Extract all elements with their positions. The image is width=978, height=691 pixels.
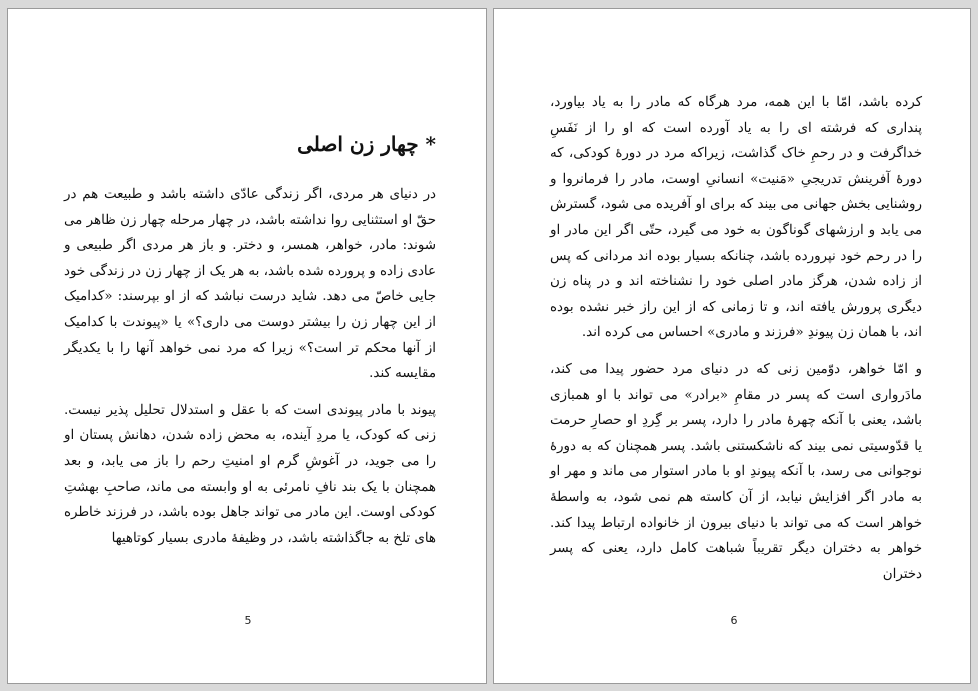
page-number: 6 <box>730 614 738 627</box>
page-5 <box>7 8 487 684</box>
page-number: 5 <box>244 614 252 627</box>
page-6 <box>493 8 971 684</box>
paragraph: کرده باشد، امّا با این همه، مرد هرگاه که مادر را به یاد بیاورد، پنداری که فرشته ای را به یاد آورده است که او را از نَفَسِ خداگرفت و در رحمِ خاک گذاشت، زیراکه مرد در دورهٔ کودکی، که دورهٔ آفرینش تدریجیِ «مَنیت» انسانیِ اوست، مادر را فرمانروا و روشنایی بخش جهانی می بیند که برای او آفریده می شود، گسترش می یابد و ارزشهای گوناگون به خود می گیرد، حتّی اگر این مادر او را در رحم خود نپرورده باشد، چنانکه بسیار بوده اند مردانی که پس از زاده شدن، هرگز مادر اصلی خود را نشناخته اند و در پناه زن دیگری پرورش یافته اند، و تا زمانی که از این راز خبر نشده بوده اند، با همان زن پیوندِ «فرزند و مادری» احساس می کرده اند. <box>550 95 922 341</box>
page-5-body <box>64 182 436 551</box>
paragraph: در دنیای هر مردی، اگر زندگی عادّی داشته باشد و طبیعت هم در حقّ او استثنایی روا نداشته باشد، در چهار مرحله چهار زن ظاهر می شوند: مادر، خواهر، همسر، و دختر. و باز هر مردی اگر طبیعی و عادی زاده و پرورده شده باشد، به هر یک از چهار زن در زندگی خود جایی خاصّ می دهد. شاید درست نباشد که از او بپرسند: «کدامیک از این چهار زن را بیشتر دوست می داری؟» یا «پیوندت با کدامیک از آنها محکم تر است؟» زیرا که مرد نمی خواهد آنها را با یکدیگر مقایسه کند. <box>64 187 436 382</box>
paragraph: و امّا خواهر، دوّمین زنی که در دنیای مرد حضور پیدا می کند، مادَروارى است که پسر در مقامِ «برادر» می تواند با او همبازی باشد، یعنی با آنکه چهرهٔ مادر را دارد، پسر بر گِردِ او حصارِ حرمت یا قدّوسیتی نمی بیند که ناشکستنی باشد. پسر همچنان که به دورهٔ نوجوانی می رسد، با آنکه پیوندِ او با مادر استوار می ماند و مهر او به مادر اگر افزایش نیابد، از آن کاسته هم نمی شود، به واسطهٔ خواهر است که می تواند با دنیای بیرون از خانواده ارتباط پیدا کند. خواهر به دختران دیگر تقریباً شباهت کامل دارد، یعنی که پسر دختران <box>550 361 922 582</box>
page-6-body <box>550 90 922 587</box>
chapter-heading: * چهار زن اصلی <box>297 132 436 156</box>
paragraph: پیوند با مادر پیوندی است که با عقل و استدلال تحلیل پذیر نیست. زنی که کودک، یا مردِ آینده، به محض زاده شدن، دهانش پستان او را می جوید، در آغوشِ گرم او امنیتِ رحم را باز می یابد، و بعد همچنان با یک بند نافِ نامرئی به او وابسته می ماند، صاحبِ بهشتِ کودکی اوست. این مادر می تواند جاهل بوده باشد، در فرزند خاطره های تلخ به جاگذاشته باشد، در وظیفهٔ مادری بسیار کوتاهیها <box>64 402 436 546</box>
